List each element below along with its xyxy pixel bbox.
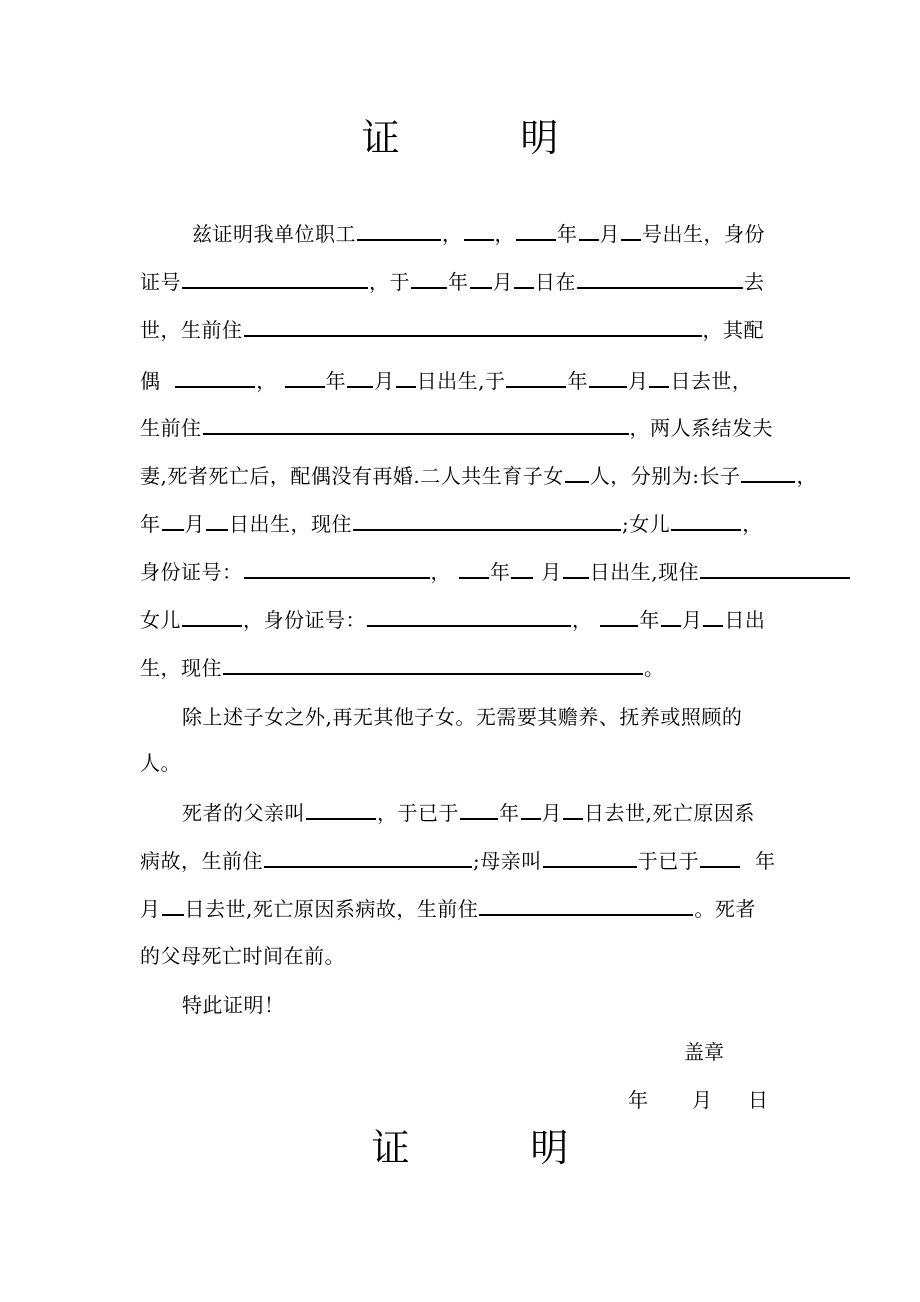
date-year: 年 (628, 1088, 648, 1112)
body-line-5: 生前住 ，两人系结发夫 (140, 413, 773, 442)
mother-name-blank (543, 846, 637, 868)
former-residence-blank (244, 315, 702, 337)
body-line-10: 生，现住 。 (140, 653, 665, 682)
body-line-1: 兹证明我单位职工 ， ， 年 月 号出生，身份 (192, 219, 765, 248)
body-line-12: 人。 (140, 751, 181, 775)
document-title-2: 证 明 (371, 1126, 569, 1170)
spouse-name-blank (175, 366, 255, 388)
body-line-3: 世，生前住 ，其配 (140, 315, 764, 344)
spouse-residence-blank (203, 413, 629, 435)
body-line-2: 证号 ，于 年 月 日在 去 (140, 267, 765, 296)
id-number-blank (182, 267, 368, 289)
body-line-16: 的父母死亡时间在前。 (140, 944, 345, 968)
gender-blank (464, 219, 494, 241)
body-line-9: 女儿 ，身份证号： ， 年 月 日出 (140, 605, 765, 634)
employee-name-blank (357, 219, 441, 241)
date-month: 月 (692, 1088, 712, 1112)
body-line-13: 死者的父亲叫 ，于已于 年 月 日去世,死亡原因系 (182, 798, 755, 827)
closing-text: 特此证明！ (182, 993, 285, 1017)
body-line-8: 身份证号： ， 年 月 日出生,现住 (140, 557, 851, 586)
eldest-son-blank (741, 461, 795, 483)
body-line-15: 月 日去世,死亡原因系病故，生前住 。死者 (140, 894, 756, 923)
birth-year-blank (516, 219, 556, 241)
body-line-14: 病故，生前住 ;母亲叫 于已于 年 (140, 846, 775, 875)
seal-label: 盖章 (684, 1040, 724, 1064)
father-name-blank (306, 798, 376, 820)
body-line-11: 除上述子女之外,再无其他子女。无需要其赡养、抚养或照顾的 (182, 705, 743, 729)
death-place-blank (577, 267, 743, 289)
document-title: 证 明 (361, 116, 559, 160)
date-day: 日 (748, 1088, 768, 1112)
daughter-name-blank (671, 509, 741, 531)
body-line-4: 偶 ， 年 月 日出生,于 年 月 日去世， (140, 366, 752, 395)
body-line-6: 妻,死者死亡后，配偶没有再婚.二人共生育子女 人，分别为:长子 ， (140, 461, 817, 490)
children-count-blank (565, 461, 589, 483)
body-line-7: 年 月 日出生，现住 ;女儿 ， (140, 509, 763, 538)
